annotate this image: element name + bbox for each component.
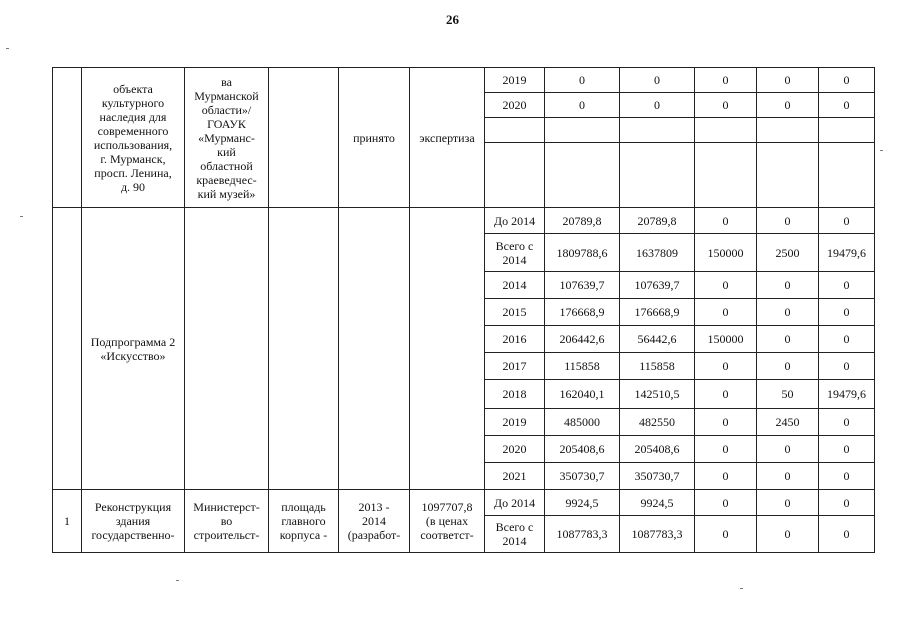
item-number-cell: 1	[53, 490, 82, 553]
federal-cell: 350730,7	[620, 463, 695, 490]
other-cell: 0	[819, 68, 875, 93]
total-cell: 176668,9	[545, 299, 620, 326]
municipal-cell: 50	[757, 380, 819, 409]
municipal-cell: 0	[757, 353, 819, 380]
other-cell: 0	[819, 409, 875, 436]
capacity-cell: площадь главного корпуса -	[269, 490, 339, 553]
status-cell	[339, 208, 410, 490]
cost-cell: 1097707,8 (в ценах соответст-	[410, 490, 485, 553]
customer-cell: Министерст- во строительст-	[185, 490, 269, 553]
year-cell: 2021	[485, 463, 545, 490]
total-cell: 350730,7	[545, 463, 620, 490]
regional-cell: 0	[695, 272, 757, 299]
municipal-cell: 0	[757, 463, 819, 490]
total-cell: 107639,7	[545, 272, 620, 299]
subprogram-title-cell: Подпрограмма 2 «Искусство»	[82, 208, 185, 490]
regional-cell: 0	[695, 68, 757, 93]
total-cell: 205408,6	[545, 436, 620, 463]
federal-cell: 56442,6	[620, 326, 695, 353]
table-row	[53, 208, 875, 234]
total-cell: 206442,6	[545, 326, 620, 353]
year-cell: 2016	[485, 326, 545, 353]
municipal-cell: 0	[757, 516, 819, 553]
municipal-cell: 0	[757, 272, 819, 299]
regional-cell: 0	[695, 299, 757, 326]
empty-cell	[757, 118, 819, 143]
municipal-cell: 2500	[757, 234, 819, 272]
other-cell: 0	[819, 208, 875, 234]
total-cell: 0	[545, 93, 620, 118]
regional-cell: 150000	[695, 234, 757, 272]
municipal-cell: 0	[757, 68, 819, 93]
regional-cell: 0	[695, 490, 757, 516]
total-cell: 9924,5	[545, 490, 620, 516]
federal-cell: 0	[620, 93, 695, 118]
year-cell: 2019	[485, 68, 545, 93]
year-cell: 2018	[485, 380, 545, 409]
regional-cell: 0	[695, 353, 757, 380]
total-cell: 20789,8	[545, 208, 620, 234]
other-cell: 0	[819, 93, 875, 118]
empty-cell	[485, 118, 545, 143]
year-cell: 2020	[485, 436, 545, 463]
number-cell	[53, 208, 82, 490]
total-cell: 1809788,6	[545, 234, 620, 272]
year-cell: Всего с 2014	[485, 234, 545, 272]
other-cell: 0	[819, 353, 875, 380]
empty-cell	[545, 143, 620, 208]
empty-cell	[620, 118, 695, 143]
total-cell: 1087783,3	[545, 516, 620, 553]
federal-cell: 20789,8	[620, 208, 695, 234]
empty-cell	[620, 143, 695, 208]
total-cell: 0	[545, 68, 620, 93]
other-cell: 0	[819, 272, 875, 299]
other-cell: 0	[819, 299, 875, 326]
municipal-cell: 0	[757, 208, 819, 234]
federal-cell: 176668,9	[620, 299, 695, 326]
regional-cell: 0	[695, 516, 757, 553]
page-number: 26	[446, 12, 459, 27]
object-name-cell: Реконструкция здания государственно-	[82, 490, 185, 553]
regional-cell: 0	[695, 208, 757, 234]
municipal-cell: 0	[757, 326, 819, 353]
other-cell: 19479,6	[819, 234, 875, 272]
other-cell: 0	[819, 463, 875, 490]
table-row	[53, 68, 875, 93]
federal-cell: 205408,6	[620, 436, 695, 463]
empty-cell	[545, 118, 620, 143]
number-cell	[53, 68, 82, 208]
regional-cell: 0	[695, 436, 757, 463]
regional-cell: 0	[695, 463, 757, 490]
year-cell: 2019	[485, 409, 545, 436]
empty-cell	[757, 143, 819, 208]
scan-mark	[880, 150, 883, 151]
total-cell: 162040,1	[545, 380, 620, 409]
empty-cell	[819, 143, 875, 208]
year-cell: Всего с 2014	[485, 516, 545, 553]
year-cell: 2015	[485, 299, 545, 326]
municipal-cell: 0	[757, 93, 819, 118]
federal-cell: 115858	[620, 353, 695, 380]
federal-cell: 0	[620, 68, 695, 93]
regional-cell: 150000	[695, 326, 757, 353]
capacity-cell	[269, 68, 339, 208]
other-cell: 0	[819, 436, 875, 463]
federal-cell: 1637809	[620, 234, 695, 272]
regional-cell: 0	[695, 93, 757, 118]
customer-cell	[185, 208, 269, 490]
municipal-cell: 0	[757, 299, 819, 326]
empty-cell	[819, 118, 875, 143]
federal-cell: 107639,7	[620, 272, 695, 299]
other-cell: 0	[819, 516, 875, 553]
scan-mark	[176, 580, 179, 581]
scan-mark	[740, 588, 743, 589]
regional-cell: 0	[695, 380, 757, 409]
status-cell: принято	[339, 68, 410, 208]
municipal-cell: 2450	[757, 409, 819, 436]
other-cell: 0	[819, 490, 875, 516]
federal-cell: 142510,5	[620, 380, 695, 409]
scan-mark	[6, 48, 9, 49]
regional-cell: 0	[695, 409, 757, 436]
year-cell: До 2014	[485, 208, 545, 234]
review-cell	[410, 208, 485, 490]
other-cell: 19479,6	[819, 380, 875, 409]
empty-cell	[695, 143, 757, 208]
table-row	[53, 490, 875, 516]
period-cell: 2013 - 2014 (разработ-	[339, 490, 410, 553]
empty-cell	[485, 143, 545, 208]
year-cell: 2017	[485, 353, 545, 380]
total-cell: 115858	[545, 353, 620, 380]
total-cell: 485000	[545, 409, 620, 436]
review-cell: экспертиза	[410, 68, 485, 208]
federal-cell: 9924,5	[620, 490, 695, 516]
federal-cell: 1087783,3	[620, 516, 695, 553]
customer-cell: ва Мурманской области»/ ГОАУК «Мурманс- кий областной краеведчес- кий музей»	[185, 68, 269, 208]
scan-mark	[20, 216, 23, 217]
municipal-cell: 0	[757, 490, 819, 516]
investment-table	[52, 67, 875, 553]
other-cell: 0	[819, 326, 875, 353]
federal-cell: 482550	[620, 409, 695, 436]
object-name-cell: объекта культурного наследия для современного использования, г. Мурманск, просп. Ленина, д. 90	[82, 68, 185, 208]
municipal-cell: 0	[757, 436, 819, 463]
year-cell: 2020	[485, 93, 545, 118]
capacity-cell	[269, 208, 339, 490]
year-cell: До 2014	[485, 490, 545, 516]
empty-cell	[695, 118, 757, 143]
year-cell: 2014	[485, 272, 545, 299]
